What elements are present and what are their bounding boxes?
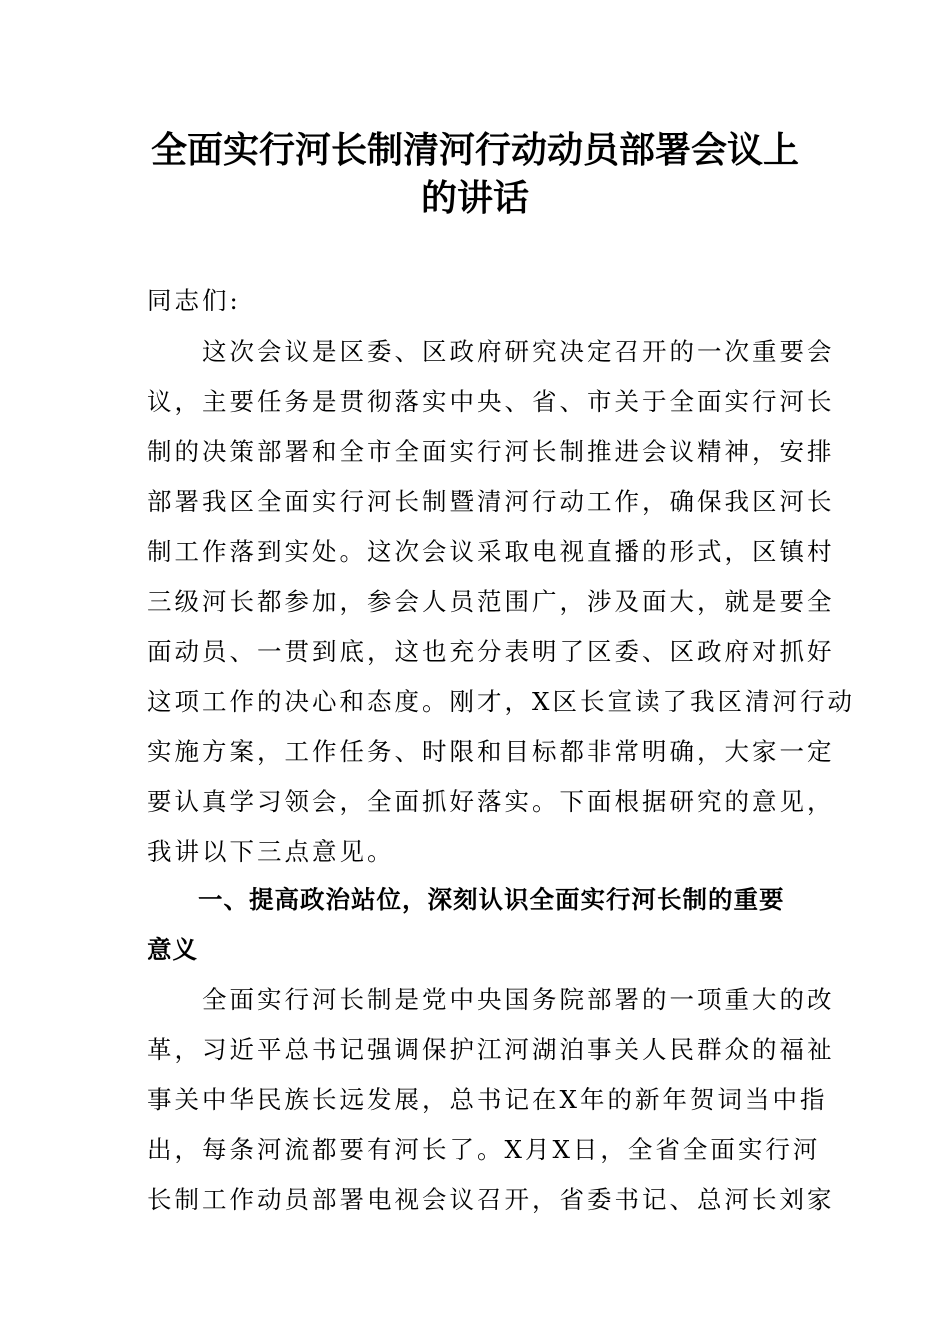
paragraph-1-line: 要认真学习领会，全面抓好落实。下面根据研究的意见， — [147, 787, 835, 816]
paragraph-1-line: 部署我区全面实行河长制暨清河行动工作，确保我区河长 — [147, 487, 835, 516]
paragraph-1-line: 议，主要任务是贯彻落实中央、省、市关于全面实行河长 — [147, 387, 835, 416]
paragraph-1-line: 这次会议是区委、区政府研究决定召开的一次重要会 — [147, 337, 835, 366]
paragraph-1-line: 我讲以下三点意见。 — [147, 837, 395, 866]
section-heading-1-line: 一、提高政治站位，深刻认识全面实行河长制的重要 — [147, 885, 785, 914]
paragraph-2-line: 全面实行河长制是党中央国务院部署的一项重大的改 — [147, 985, 835, 1014]
document-title-line-1: 全面实行河长制清河行动动员部署会议上 — [150, 129, 799, 171]
paragraph-1-line: 这项工作的决心和态度。刚才，X区长宣读了我区清河行动 — [147, 687, 855, 716]
paragraph-1-line: 三级河长都参加，参会人员范围广，涉及面大，就是要全 — [147, 587, 835, 616]
paragraph-1-line: 面动员、一贯到底，这也充分表明了区委、区政府对抓好 — [147, 637, 835, 666]
document-title-line-2: 的讲话 — [420, 177, 529, 219]
paragraph-2-line: 事关中华民族长远发展，总书记在X年的新年贺词当中指 — [147, 1085, 828, 1114]
salutation: 同志们: — [147, 286, 241, 315]
paragraph-2-line: 革，习近平总书记强调保护江河湖泊事关人民群众的福祉 — [147, 1035, 835, 1064]
paragraph-2-line: 长制工作动员部署电视会议召开，省委书记、总河长刘家 — [147, 1185, 835, 1214]
paragraph-1-line: 实施方案，工作任务、时限和目标都非常明确，大家一定 — [147, 737, 835, 766]
paragraph-2-line: 出，每条河流都要有河长了。X月X日，全省全面实行河 — [147, 1135, 821, 1164]
section-heading-1-line: 意义 — [147, 935, 198, 964]
paragraph-1-line: 制工作落到实处。这次会议采取电视直播的形式，区镇村 — [147, 537, 835, 566]
paragraph-1-line: 制的决策部署和全市全面实行河长制推进会议精神，安排 — [147, 437, 835, 466]
